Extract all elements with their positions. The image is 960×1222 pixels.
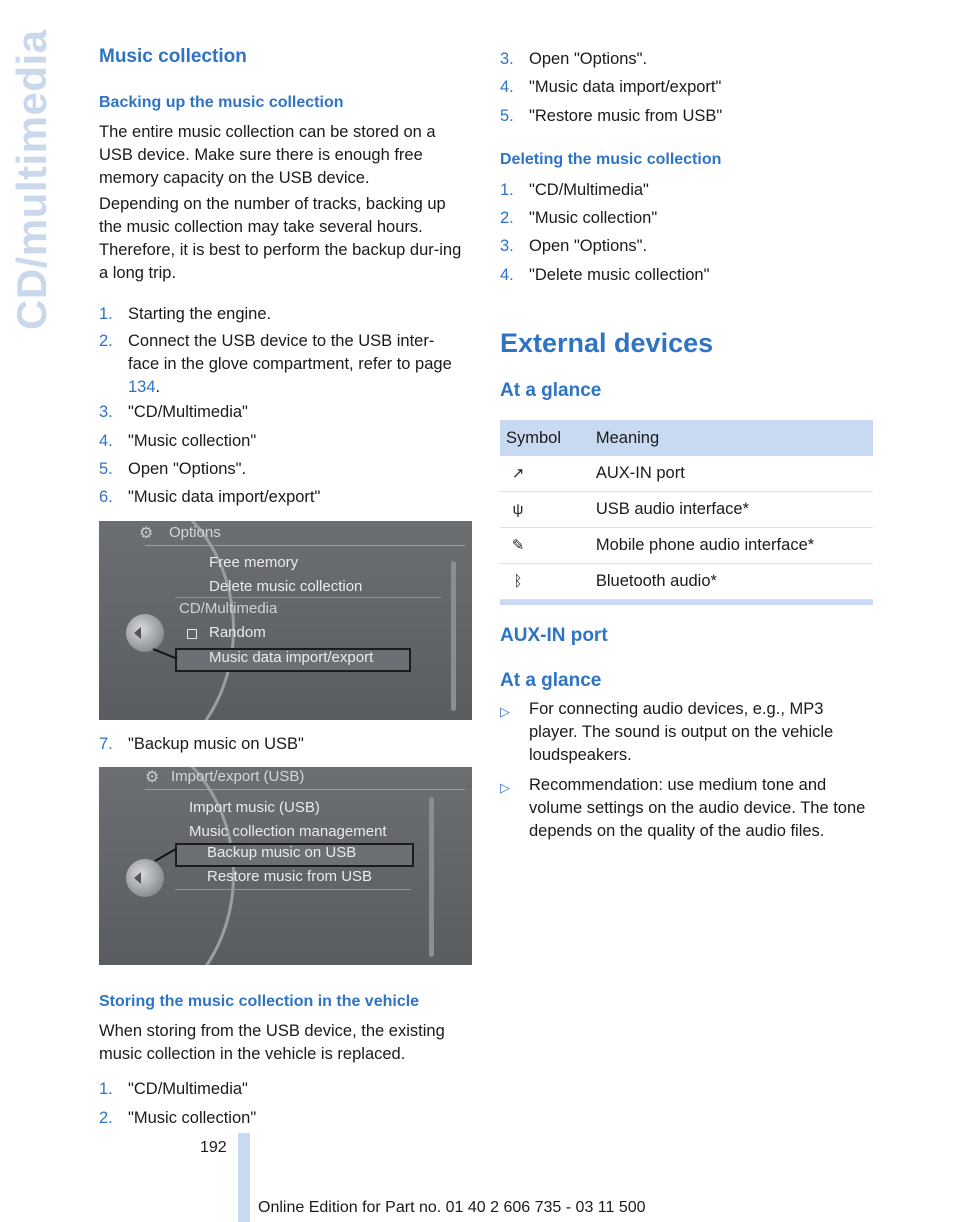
step-number: 5. [99,460,113,478]
screen-title: Options [169,524,221,541]
menu-item: Delete music collection [209,578,363,595]
column-header: Meaning [596,420,873,456]
step-text: "CD/Multimedia" [128,403,248,421]
title-divider [145,789,465,790]
options-menu-screenshot [99,521,472,720]
step-number: 2. [99,1109,113,1127]
paragraph-storing: When storing from the USB device, the existing music collection in the vehicle is replaced. [99,1022,445,1063]
heading-deleting: Deleting the music collection [500,151,722,168]
side-chapter-tab [0,0,58,360]
step-text: "Music data import/export" [128,488,321,506]
step-text: "Music collection" [128,1109,257,1127]
table-cell: AUX-IN port [596,456,873,492]
step-number: 1. [99,1080,113,1098]
section-label: CD/Multimedia [179,600,278,617]
heading-backing-up: Backing up the music collection [99,94,344,111]
usb-icon: ψ [512,501,524,518]
menu-separator [175,889,411,890]
page-link[interactable]: 134 [128,378,156,396]
step-text: Open "Options". [128,460,247,478]
aux-plug-icon: ↗ [511,465,525,482]
display-arc [99,521,235,720]
heading-at-a-glance-2: At a glance [500,670,602,691]
table-row [500,456,873,492]
menu-item: Free memory [209,554,299,571]
list-item [99,330,473,400]
settings-gear-icon: ⚙ [139,525,154,542]
step-number: 4. [500,78,514,96]
settings-gear-icon: ⚙ [145,769,160,786]
heading-music-collection: Music collection [99,46,247,67]
paragraph-backup-intro: The entire music collection can be stored on a USB device. Make sure there is enough free memory capacity on the USB device. [99,123,436,187]
step-number: 3. [500,50,514,68]
menu-item: Import music (USB) [189,799,320,816]
step-number: 3. [99,403,113,421]
step-text: Starting the engine. [128,305,272,323]
bluetooth-icon: ᛒ [513,573,523,590]
table-cell: Bluetooth audio* [596,564,873,600]
symbol-table [500,420,873,605]
step-text: "CD/Multimedia" [529,181,649,199]
step-number: 4. [500,266,514,284]
scroll-indicator [451,561,456,711]
step-number: 1. [99,305,113,323]
import-export-screenshot [99,767,472,965]
menu-item: Music collection management [189,823,387,840]
bullet-text: Recommendation: use medium tone and volume settings on the audio device. The tone depends on the quality of the audio files. [529,776,866,840]
step-number: 2. [500,209,514,227]
step-number: 4. [99,432,113,450]
step-text: "Restore music from USB" [529,107,723,125]
bullet-arrow-icon: ▷ [500,704,510,719]
table-row [500,492,873,528]
list-item [500,774,874,866]
phone-icon: ✎ [511,537,525,554]
step-text: Open "Options". [529,50,648,68]
step-text: "Delete music collection" [529,266,710,284]
step-text: Open "Options". [529,237,648,255]
step-number: 2. [99,332,113,350]
title-divider [145,545,465,546]
table-cell: USB audio interface* [596,492,873,528]
step-text: "Music data import/export" [529,78,722,96]
step-text: "CD/Multimedia" [128,1080,248,1098]
controller-knob-icon [126,614,164,652]
list-item [500,698,874,768]
scroll-indicator [429,797,434,957]
step-text: "Music collection" [128,432,257,450]
footer-bar [238,1133,250,1222]
step-text: "Music collection" [529,209,658,227]
controller-knob-icon [126,859,164,897]
step-number: 3. [500,237,514,255]
step-text: Connect the USB device to the USB inter-face in the glove compartment, refer to page 134. [128,332,452,396]
menu-item-random: Random [209,624,266,641]
step-text: "Backup music on USB" [128,735,304,753]
table-cell: Mobile phone audio interface* [596,528,873,564]
checkbox-icon [187,629,197,639]
table-row [500,564,873,600]
menu-item-selected: Backup music on USB [207,844,357,861]
table-header-row [500,420,873,456]
table-end-bar [500,600,873,606]
menu-item: Restore music from USB [207,868,373,885]
paragraph-backup-duration: Depending on the number of tracks, backing up the music collection may take several hours. Therefore, it is best to perform the backup dur-ing a long trip. [99,195,462,282]
screen-title: Import/export (USB) [171,768,305,785]
step-number: 1. [500,181,514,199]
heading-external-devices: External devices [500,328,714,358]
heading-storing: Storing the music collection in the vehicle [99,993,420,1010]
step-number: 5. [500,107,514,125]
table-row [500,528,873,564]
step-number: 6. [99,488,113,506]
heading-aux-in: AUX-IN port [500,625,608,646]
page-number: 192 [200,1139,227,1156]
step-number: 7. [99,735,113,753]
chapter-label: CD/multimedia [8,29,55,330]
heading-at-a-glance: At a glance [500,380,602,401]
menu-separator [175,597,441,598]
menu-item-selected: Music data import/export [209,649,374,666]
bullet-text: For connecting audio devices, e.g., MP3 player. The sound is output on the vehicle loudspeakers. [529,700,834,764]
bullet-arrow-icon: ▷ [500,780,510,795]
column-header: Symbol [500,420,596,456]
edition-line: Online Edition for Part no. 01 40 2 606 735 - 03 11 500 [258,1199,646,1216]
